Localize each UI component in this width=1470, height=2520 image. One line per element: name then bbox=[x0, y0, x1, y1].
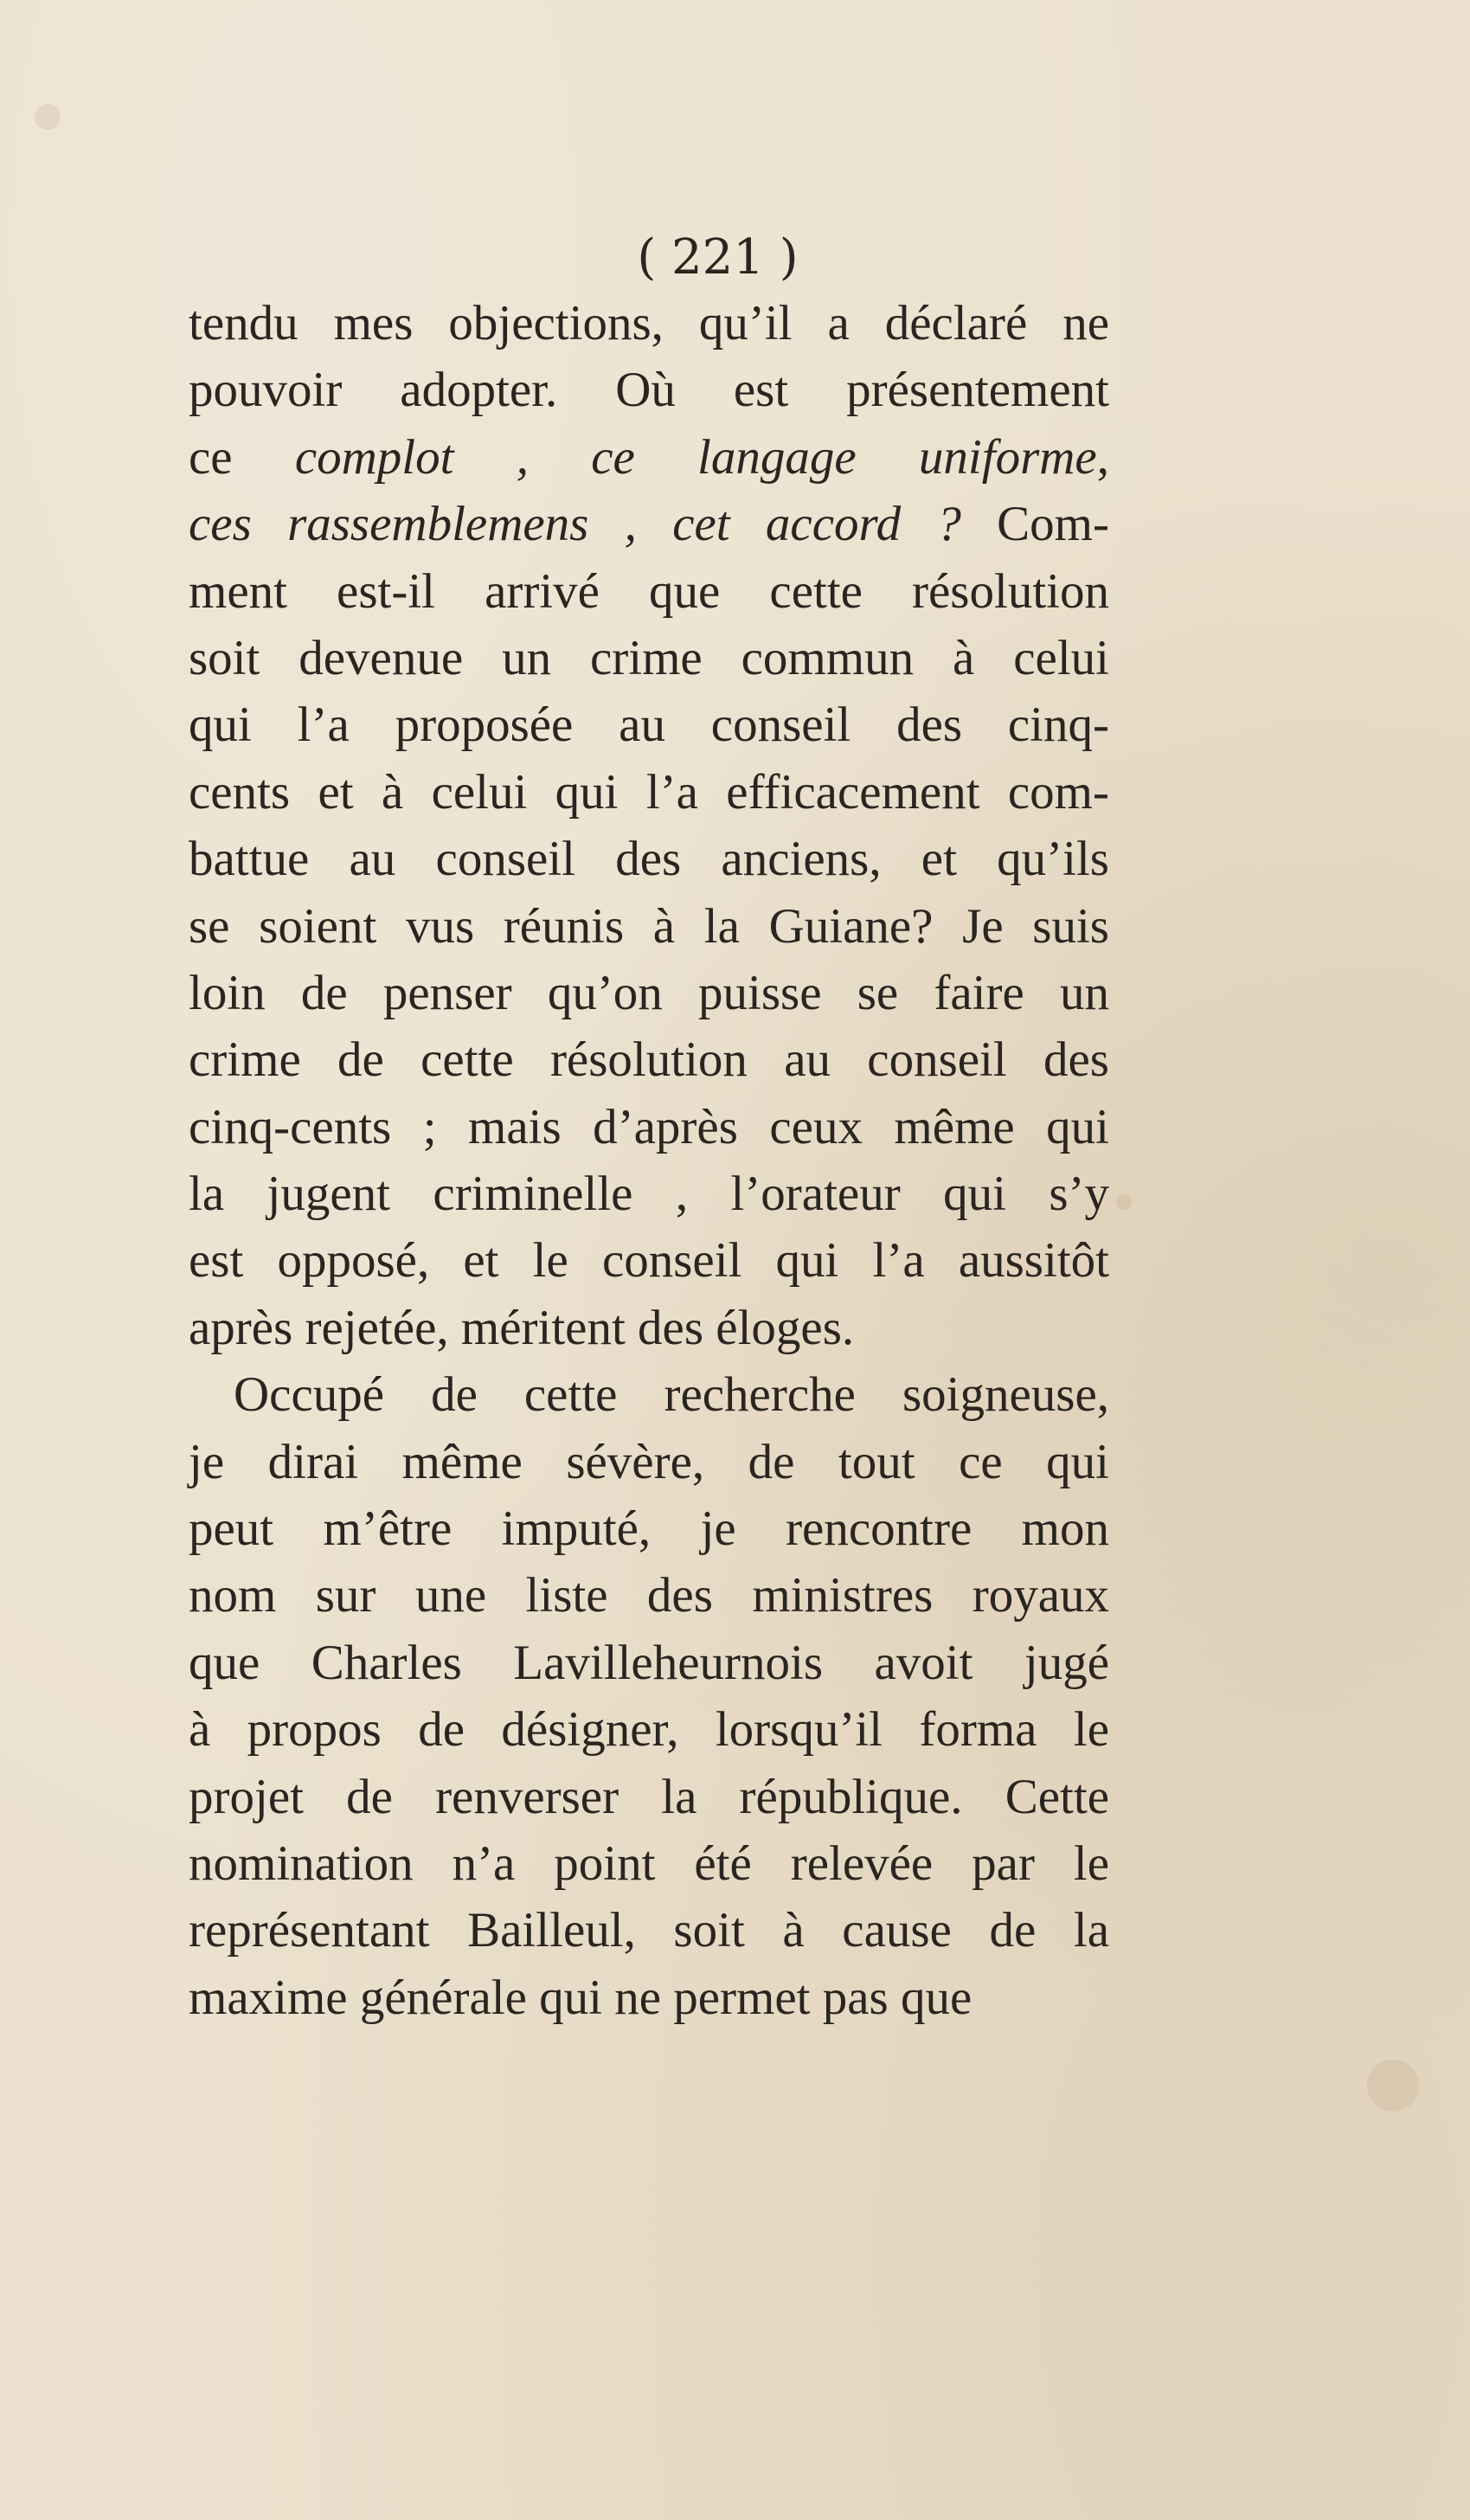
text-line bbox=[189, 1696, 1109, 1763]
text-run: la jugent criminelle , l’orateur qui s’y bbox=[189, 1167, 1109, 1222]
text-line bbox=[189, 1897, 1109, 1964]
text-run: pouvoir adopter. Où est présentement bbox=[189, 363, 1109, 418]
text-run: nom sur une liste des ministres royaux bbox=[189, 1568, 1109, 1623]
text-line bbox=[189, 759, 1109, 826]
text-run: je dirai même sévère, de tout ce qui bbox=[189, 1434, 1109, 1489]
text-line bbox=[189, 1562, 1109, 1629]
text-run: nomination n’a point été relevée par le bbox=[189, 1835, 1109, 1891]
text-run: que Charles Lavilleheurnois avoit jugé bbox=[189, 1635, 1109, 1690]
text-line bbox=[189, 1429, 1109, 1495]
text-line bbox=[189, 491, 1109, 557]
italic-text: ces rassemblemens , cet accord ? bbox=[189, 497, 961, 552]
paper-stain bbox=[1116, 1194, 1132, 1210]
text-run: est opposé, et le conseil qui l’a aussitôt bbox=[189, 1233, 1109, 1289]
text-line bbox=[189, 1764, 1109, 1830]
text-line bbox=[189, 1630, 1109, 1696]
text-run: crime de cette résolution au conseil des bbox=[189, 1032, 1109, 1088]
text-line bbox=[189, 424, 1109, 491]
text-run: peut m’être imputé, je rencontre mon bbox=[189, 1501, 1109, 1557]
text-run: projet de renverser la république. Cette bbox=[189, 1769, 1109, 1824]
italic-text: complot , ce langage uniforme bbox=[294, 429, 1097, 485]
text-line bbox=[189, 1227, 1109, 1294]
text-run: maxime générale qui ne permet pas que bbox=[189, 1970, 973, 2025]
text-run: ment est-il arrivé que cette résolution bbox=[189, 563, 1109, 619]
text-line bbox=[189, 1160, 1109, 1227]
text-line bbox=[189, 826, 1109, 892]
text-line bbox=[189, 290, 1109, 357]
text-line bbox=[189, 1495, 1109, 1562]
text-run: représentant Bailleul, soit à cause de la bbox=[189, 1903, 1109, 1958]
paper-stain bbox=[35, 104, 61, 130]
text-run: cents et à celui qui l’a efficacement com- bbox=[189, 764, 1109, 820]
text-run: loin de penser qu’on puisse se faire un bbox=[189, 965, 1109, 1020]
text-run: après rejetée, méritent des éloges. bbox=[189, 1300, 855, 1355]
text-run: tendu mes objections, qu’il a déclaré ne bbox=[189, 296, 1109, 350]
text-run: se soient vus réunis à la Guiane? Je suis bbox=[189, 898, 1109, 954]
text-line bbox=[189, 558, 1109, 625]
paper-stain bbox=[1367, 2060, 1419, 2112]
text-line bbox=[189, 691, 1109, 758]
text-line bbox=[189, 1964, 1109, 2031]
text-run: battue au conseil des anciens, et qu’ils bbox=[189, 832, 1109, 887]
text-run: soit devenue un crime commun à celui bbox=[189, 630, 1109, 685]
text-run: Com- bbox=[960, 497, 1110, 552]
text-line bbox=[189, 960, 1109, 1026]
text-run: à propos de désigner, lorsqu’il forma le bbox=[189, 1702, 1109, 1758]
text-line bbox=[189, 1094, 1109, 1160]
text-line bbox=[189, 357, 1109, 423]
text-line bbox=[189, 1295, 1109, 1361]
text-run: qui l’a proposée au conseil des cinq- bbox=[189, 698, 1109, 753]
text-run: cinq-cents ; mais d’après ceux même qui bbox=[189, 1099, 1109, 1154]
text-line bbox=[189, 1026, 1109, 1093]
text-line bbox=[189, 893, 1109, 960]
text-line bbox=[189, 1830, 1109, 1897]
text-line bbox=[189, 1361, 1109, 1428]
body-text bbox=[189, 290, 1109, 2031]
text-run: ce bbox=[189, 429, 295, 485]
page-number: ( 221 ) bbox=[637, 229, 799, 286]
text-run: Occupé de cette recherche soigneuse, bbox=[234, 1367, 1109, 1423]
text-run: , bbox=[1096, 429, 1109, 485]
text-line bbox=[189, 625, 1109, 691]
